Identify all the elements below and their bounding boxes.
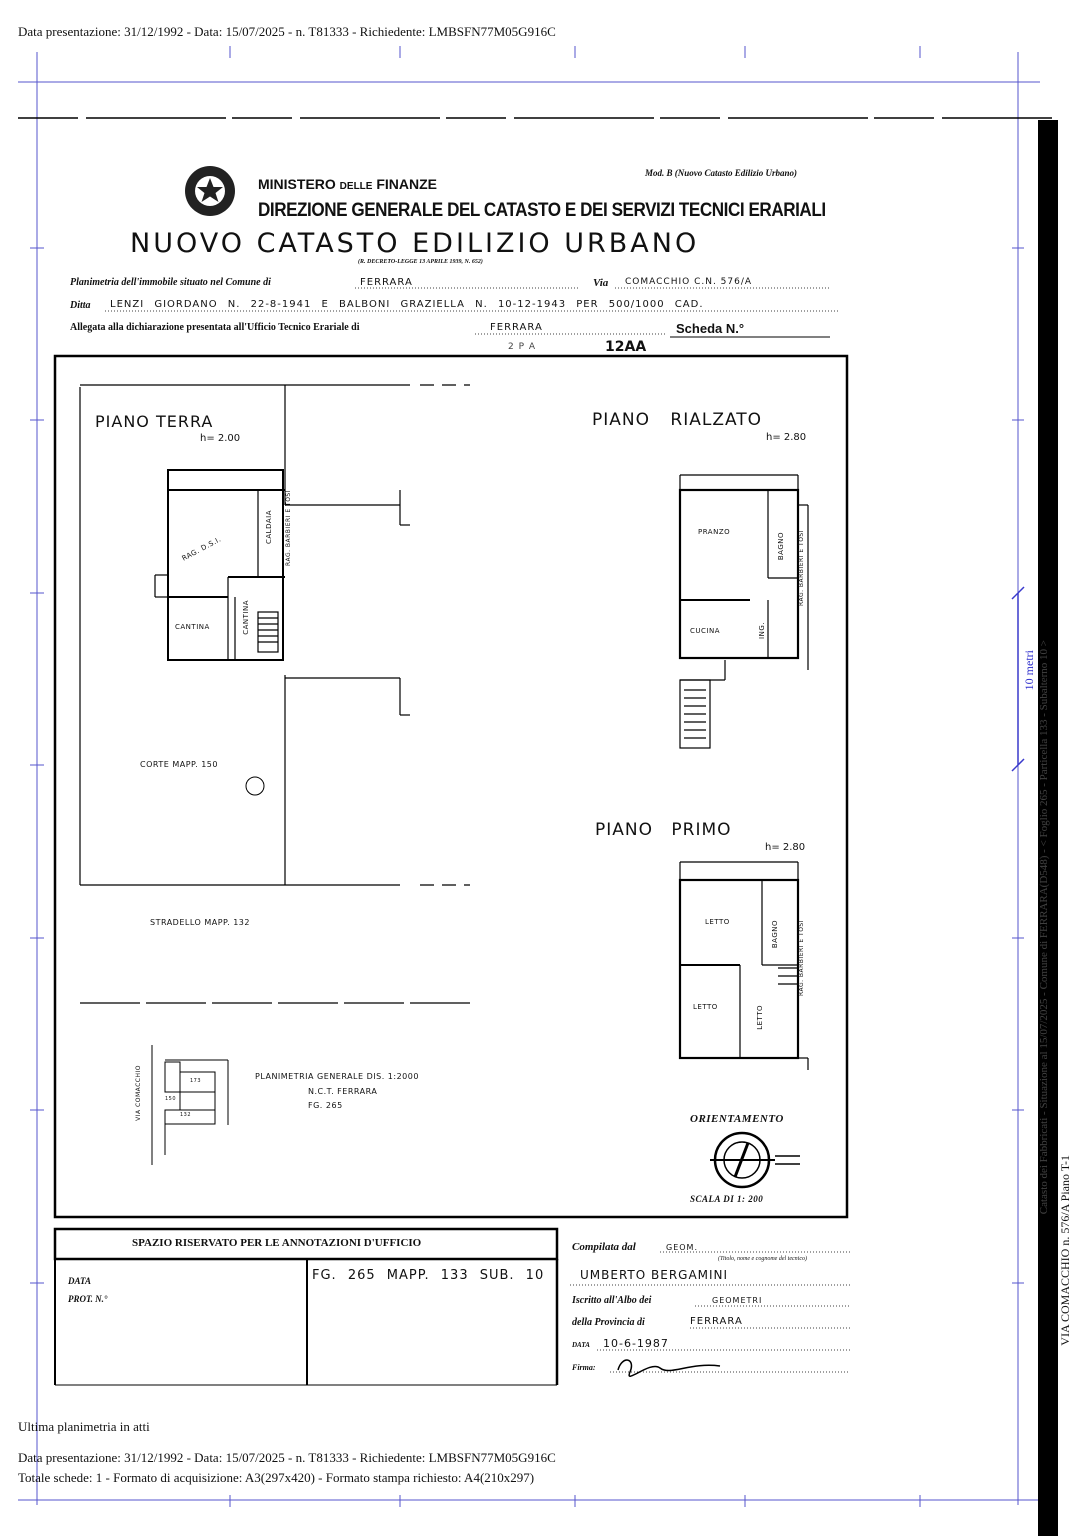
form-model: Mod. B (Nuovo Catasto Edilizio Urbano): [645, 168, 798, 178]
provincia-label: della Provincia di: [572, 1317, 645, 1328]
piano-primo-height: h= 2.80: [765, 842, 806, 853]
nct-label: N.C.T. FERRARA: [308, 1087, 378, 1096]
comune-value: FERRARA: [360, 277, 413, 288]
direction-title: DIREZIONE GENERALE DEL CATASTO E DEI SERVIZI TECNICI ERARIALI: [258, 200, 826, 221]
rag-dsi-label: RAG. D.S.I.: [180, 535, 223, 563]
allegata-label: Allegata alla dichiarazione presentata all'Ufficio Tecnico Erariale di: [70, 322, 360, 333]
footer-line-1: Data presentazione: 31/12/1992 - Data: 15/07/2025 - n. T81333 - Richiedente: LMBSFN77M05G916C: [18, 1450, 556, 1465]
rag-barbieri-rialzato: RAG. BARBIERI E TOSI: [798, 530, 805, 606]
stradello-label: STRADELLO MAPP. 132: [150, 918, 250, 927]
scale-label: SCALA DI 1: 200: [690, 1194, 764, 1204]
corte-label: CORTE MAPP. 150: [140, 760, 218, 769]
room-letto-1: LETTO: [705, 918, 730, 926]
map-150: 150: [165, 1096, 177, 1102]
via-label: Via: [593, 277, 609, 289]
room-cantina-2: CANTINA: [242, 600, 250, 635]
header-top-text: Data presentazione: 31/12/1992 - Data: 15/07/2025 - n. T81333 - Richiedente: LMBSFN77M05G916C: [18, 24, 556, 39]
provincia-value: FERRARA: [690, 1316, 743, 1327]
compilata-label: Compilata dal: [572, 1241, 636, 1253]
compiler-title-hint: (Titolo, nome e cognome del tecnico): [718, 1256, 807, 1262]
room-letto-3: LETTO: [756, 1005, 764, 1030]
catasto-title: NUOVO CATASTO EDILIZIO URBANO: [130, 228, 700, 259]
decree-text: (R. DECRETO-LEGGE 13 APRILE 1939, N. 652): [358, 259, 483, 265]
room-bagno-rialzato: BAGNO: [777, 532, 785, 561]
piano-rialzato-height: h= 2.80: [766, 432, 807, 443]
footer-line-2: Totale schede: 1 - Formato di acquisizione: A3(297x420) - Formato stampa richiesto: A4(210x297): [18, 1470, 535, 1485]
office-prot-label: PROT. N.°: [68, 1294, 108, 1304]
room-bagno-primo: BAGNO: [771, 920, 779, 949]
scheda-prefix: 2 P A: [508, 342, 537, 352]
albo-value: GEOMETRI: [712, 1296, 763, 1305]
piano-rialzato-label: PIANO RIALZATO: [592, 410, 763, 430]
compiler-date-label: DATA: [572, 1341, 590, 1349]
ministry-title: MINISTERO DELLE FINANZE: [258, 176, 438, 192]
via-value: COMACCHIO C.N. 576/A: [625, 277, 753, 287]
map-173: 173: [190, 1078, 202, 1084]
room-caldaia: CALDAIA: [265, 510, 273, 544]
office-data-label: DATA: [68, 1276, 92, 1286]
orientamento-label: ORIENTAMENTO: [690, 1113, 784, 1125]
compiler-title: GEOM.: [666, 1243, 698, 1252]
scale-bar-label: 10 metri: [1022, 650, 1036, 691]
piano-terra-height: h= 2.00: [200, 433, 241, 444]
room-cucina: CUCINA: [690, 627, 720, 635]
right-address-text: VIA COMACCHIO n. 576/A Piano T-1: [1058, 1155, 1072, 1346]
allegata-office: FERRARA: [490, 322, 543, 333]
comune-label: Planimetria dell'immobile situato nel Comune di: [70, 277, 271, 288]
reserved-office-title: SPAZIO RISERVATO PER LE ANNOTAZIONI D'UFFICIO: [132, 1237, 422, 1249]
scheda-code: 12AA: [605, 339, 647, 355]
map-132: 132: [180, 1112, 192, 1118]
firma-label: Firma:: [572, 1363, 596, 1372]
room-letto-2: LETTO: [693, 1003, 718, 1011]
rag-barbieri-primo: RAG. BARBIERI E TOSI: [798, 920, 805, 996]
right-faded-text: Catasto dei Fabbricati - Situazione al 15/07/2025 - Comune di FERRARA(D548) - < Foglio 265 - Particella 133 - Subalterno 10 >: [1038, 640, 1050, 1215]
office-reference: FG. 265 MAPP. 133 SUB. 10: [312, 1268, 545, 1283]
via-comacchio-map-label: VIA COMACCHIO: [135, 1065, 142, 1121]
emblem-logo: [184, 160, 236, 222]
ditta-value: LENZI GIORDANO N. 22-8-1941 E BALBONI GRAZIELLA N. 10-12-1943 PER 500/1000 CAD.: [110, 299, 704, 310]
room-ingresso: ING.: [758, 622, 766, 639]
room-cantina-1: CANTINA: [175, 623, 210, 631]
planimetria-generale-label: PLANIMETRIA GENERALE DIS. 1:2000: [255, 1072, 419, 1081]
compiler-date: 10-6-1987: [603, 1337, 669, 1350]
foglio-label: FG. 265: [308, 1101, 343, 1110]
last-plan-note: Ultima planimetria in atti: [18, 1419, 150, 1434]
room-pranzo: PRANZO: [698, 528, 731, 536]
albo-label: Iscritto all'Albo dei: [572, 1295, 652, 1306]
piano-primo-label: PIANO PRIMO: [595, 820, 732, 840]
scheda-label: Scheda N.°: [676, 321, 745, 336]
piano-terra-label: PIANO TERRA: [95, 412, 214, 431]
compiler-name: UMBERTO BERGAMINI: [580, 1268, 729, 1282]
rag-barbieri-terra: RAG. BARBIERI E TOSI: [285, 490, 292, 566]
ditta-label: Ditta: [70, 300, 91, 311]
